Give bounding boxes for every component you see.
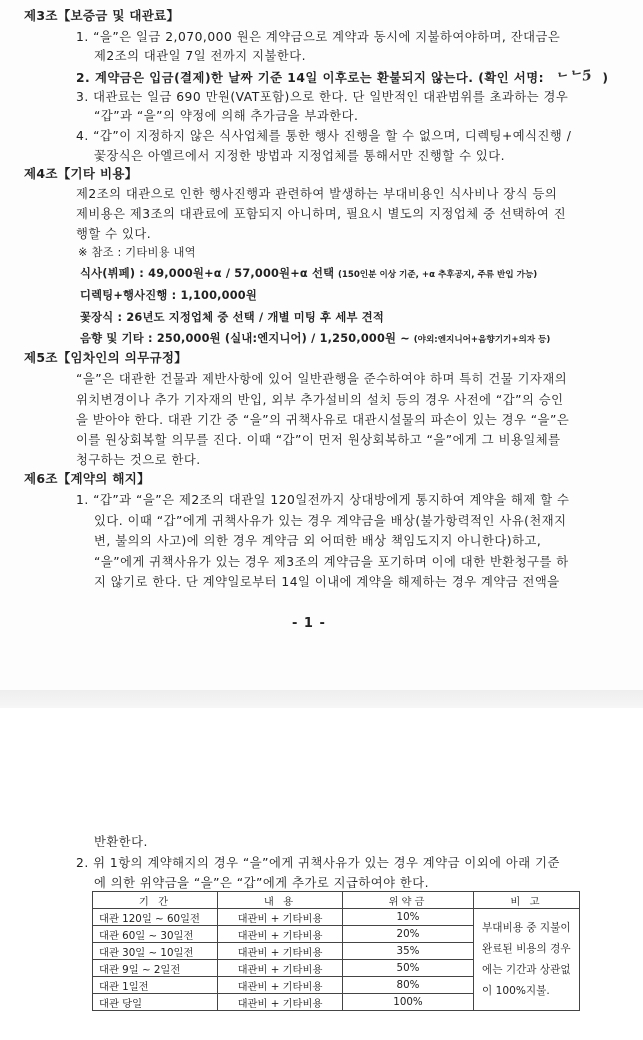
period-cell: 대관 120일 ~ 60일전 — [93, 909, 218, 926]
header-period: 기 간 — [93, 892, 218, 909]
meal-cost-note: (150인분 이상 기준, +α 추후공지, 주류 반입 가능) — [337, 270, 538, 280]
table-row — [93, 909, 580, 926]
article-6-item-1-line-3: 변, 불의의 사고)에 의한 경우 계약금 외 어떠한 배상 책임도지지 아니한다)하고, — [94, 534, 542, 548]
article-5-line-3: 을 받아야 한다. 대관 기간 중 “을”의 귀책사유로 대관시설물의 파손이 있는 경우 “을”은 — [76, 413, 570, 427]
article-6-heading: 제6조【계약의 해지】 — [24, 471, 150, 486]
article-3-item-4-line-2: 꽃장식은 아엘르에서 지정한 방법과 지정업체를 통해서만 진행할 수 있다. — [94, 149, 506, 163]
penalty-table — [92, 891, 580, 1011]
article-3-item-2 — [76, 67, 609, 87]
cost-reference-note: ※ 참조 : 기타비용 내역 — [78, 246, 196, 259]
article-5-line-2: 위치변경이나 추가 기자재의 반입, 외부 추가설비의 설치 등의 경우 사전에 “갑”의 승인 — [76, 393, 564, 407]
directing-cost: 디렉팅+행사진행 : 1,100,000원 — [80, 289, 257, 302]
page-number: - 1 - — [292, 616, 326, 631]
penalty-cell: 35% — [343, 943, 474, 960]
article-3-item-1-line-1: 1. “을”은 일금 2,070,000 원은 계약금으로 계약과 동시에 지불하여야하며, 잔대금은 — [76, 30, 561, 44]
period-cell: 대관 30일 ~ 10일전 — [93, 943, 218, 960]
period-cell: 대관 60일 ~ 30일전 — [93, 926, 218, 943]
article-4-line-1: 제2조의 대관으로 인한 행사진행과 관련하여 발생하는 부대비용인 식사비나 장식 등의 — [76, 187, 558, 201]
penalty-cell: 20% — [343, 926, 474, 943]
penalty-cell: 80% — [343, 977, 474, 994]
penalty-table-header — [93, 892, 580, 909]
handwritten-signature: ᄂᄂ5 — [553, 67, 594, 89]
article-5-line-5: 청구하는 것으로 한다. — [76, 453, 201, 467]
flower-cost: 꽃장식 : 26년도 지정업체 중 선택 / 개별 미팅 후 세부 견적 — [80, 311, 384, 324]
article-5-line-4: 이를 원상회복할 의무를 진다. 이때 “갑”이 먼저 원상회복하고 “을”에게 그 비용일체를 — [76, 433, 561, 447]
period-cell: 대관 당일 — [93, 994, 218, 1011]
penalty-cell: 100% — [343, 994, 474, 1011]
header-penalty: 위약금 — [343, 892, 474, 909]
content-cell: 대관비 + 기타비용 — [218, 909, 343, 926]
header-content: 내 용 — [218, 892, 343, 909]
article-3-item-3-line-2: “갑”과 “을”의 약정에 의해 추가금을 부과한다. — [94, 109, 359, 123]
sound-cost — [80, 330, 550, 346]
contract-page-2 — [0, 708, 643, 1040]
article-6-item-1-line-5: 지 않기로 한다. 단 계약일로부터 14일 이내에 계약을 해제하는 경우 계약금 전액을 — [94, 575, 560, 589]
content-cell: 대관비 + 기타비용 — [218, 943, 343, 960]
content-cell: 대관비 + 기타비용 — [218, 977, 343, 994]
article-3-item-3-line-1: 3. 대관료는 일금 690 만원(VAT포함)으로 한다. 단 일반적인 대관범위를 초과하는 경우 — [76, 90, 569, 104]
article-6-item-1-line-4: “을”에게 귀책사유가 있는 경우 제3조의 계약금을 포기하며 이에 대한 반환청구를 하 — [94, 555, 569, 569]
article-3-heading: 제3조【보증금 및 대관료】 — [24, 8, 180, 23]
refund-continuation: 반환한다. — [94, 835, 148, 849]
article-6-item-2-line-2: 에 의한 위약금을 “을”은 “갑”에게 추가로 지급하여야 한다. — [94, 876, 430, 890]
article-6-item-1-line-1: 1. “갑”과 “을”은 제2조의 대관일 120일전까지 상대방에게 통지하여 계약을 해제 할 수 — [76, 493, 570, 507]
content-cell: 대관비 + 기타비용 — [218, 994, 343, 1011]
article-4-heading: 제4조【기타 비용】 — [24, 166, 138, 181]
article-3-item-1-line-2: 제2조의 대관일 7일 전까지 지불한다. — [94, 49, 306, 63]
period-cell: 대관 1일전 — [93, 977, 218, 994]
refund-policy-text: 2. 계약금은 입금(결제)한 날짜 기준 14일 이후로는 환불되지 않는다. (확인 서명: — [76, 71, 545, 85]
penalty-cell: 50% — [343, 960, 474, 977]
sound-cost-text: 음향 및 기타 : 250,000원 (실내:엔지니어) / 1,250,000원 ~ — [80, 332, 410, 345]
meal-cost — [80, 265, 537, 281]
meal-cost-text: 식사(뷔페) : 49,000원+α / 57,000원+α 선택 — [80, 267, 335, 280]
article-3-item-4-line-1: 4. “갑”이 지정하지 않은 식사업체를 통한 행사 진행을 할 수 없으며, 디렉팅+예식진행 / — [76, 129, 572, 143]
article-4-line-3: 행할 수 있다. — [76, 227, 152, 241]
content-cell: 대관비 + 기타비용 — [218, 926, 343, 943]
article-4-line-2: 제비용은 제3조의 대관료에 포함되지 아니하며, 필요시 별도의 지정업체 중 선택하여 진 — [76, 207, 567, 221]
article-5-heading: 제5조【임차인의 의무규정】 — [24, 350, 187, 365]
signature-close-paren: ) — [602, 71, 609, 85]
page-divider — [0, 690, 643, 708]
period-cell: 대관 9일 ~ 2일전 — [93, 960, 218, 977]
sound-cost-note: (야외:엔지니어+음향기기+의자 등) — [413, 335, 551, 345]
penalty-cell: 10% — [343, 909, 474, 926]
article-6-item-2-line-1: 2. 위 1항의 계약해지의 경우 “을”에게 귀책사유가 있는 경우 계약금 이외에 아래 기준 — [76, 856, 560, 870]
article-6-item-1-line-2: 있다. 이때 “갑”에게 귀책사유가 있는 경우 계약금을 배상(불가항력적인 사유(천재지 — [94, 514, 567, 528]
header-remarks: 비 고 — [474, 892, 580, 909]
content-cell: 대관비 + 기타비용 — [218, 960, 343, 977]
article-5-line-1: “을”은 대관한 건물과 제반사항에 있어 일반관행을 준수하여야 하며 특히 건물 기자재의 — [76, 372, 568, 386]
remarks-cell: 부대비용 중 지불이 완료된 비용의 경우에는 기간과 상관없이 100%지불. — [474, 909, 580, 1011]
